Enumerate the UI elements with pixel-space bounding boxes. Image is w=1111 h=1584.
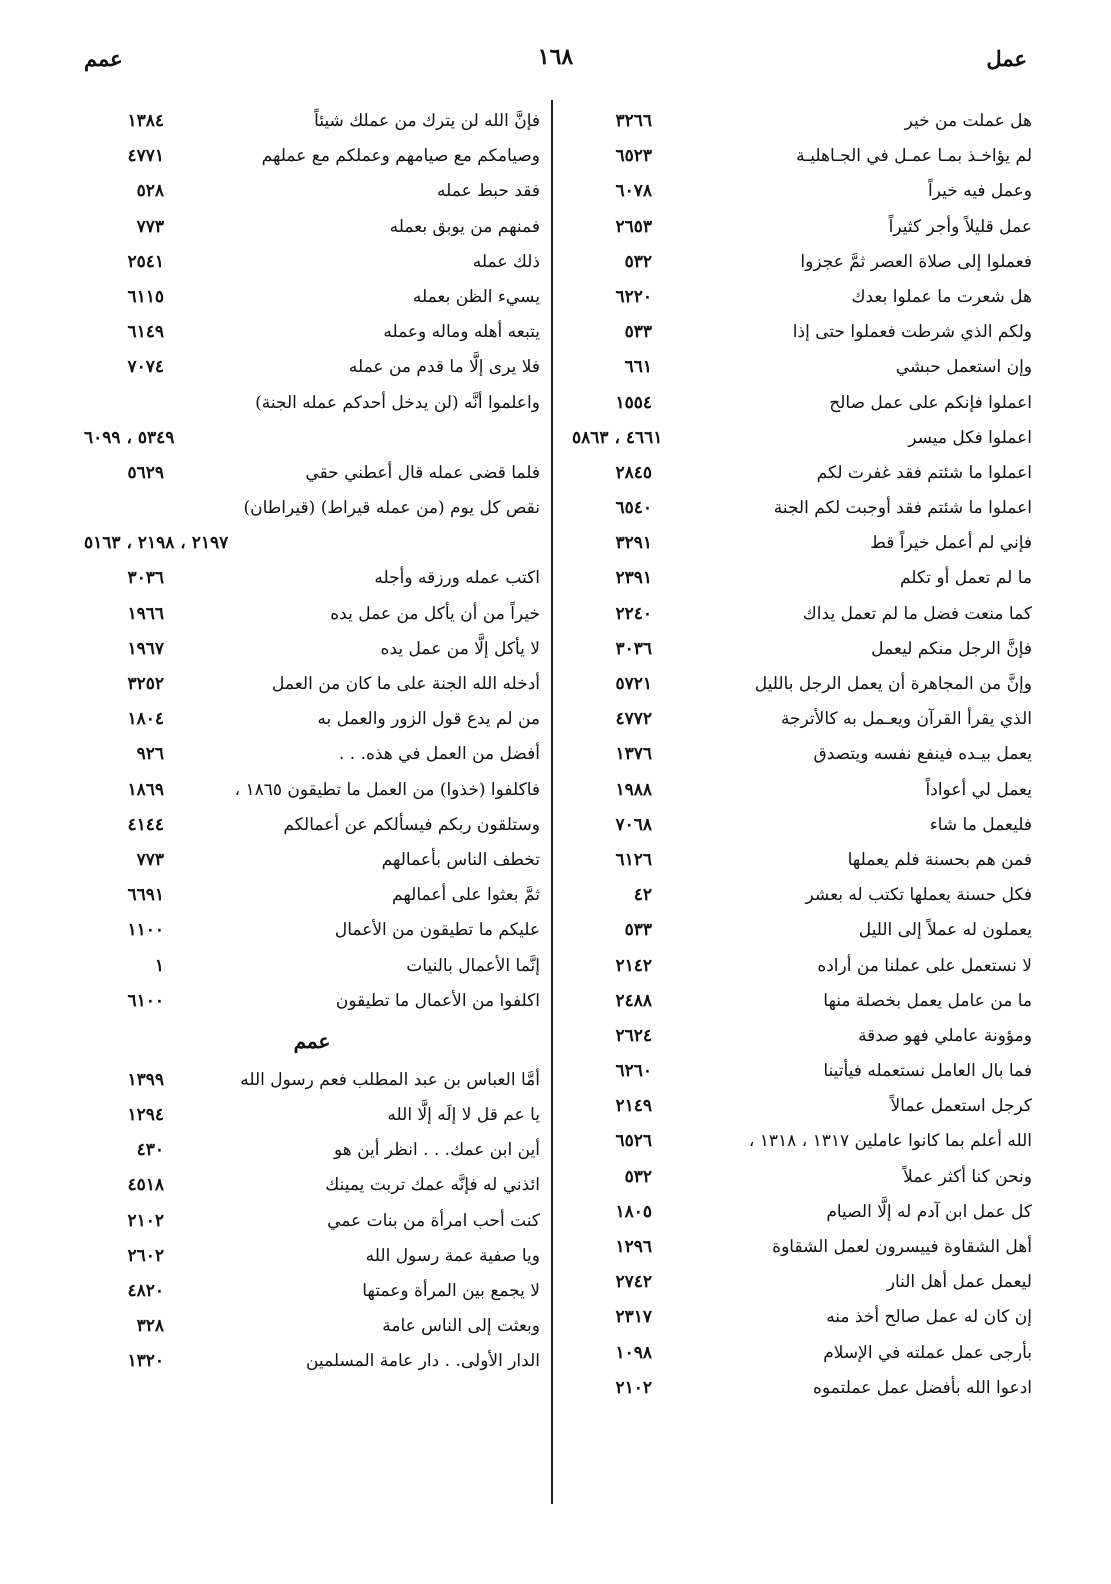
section-heading: عمم (293, 1028, 331, 1053)
index-entry (84, 1133, 540, 1168)
index-entry (84, 878, 540, 913)
entry-text: نقص كل يوم (من عمله قيراط) (قيراطان) (243, 498, 540, 519)
entry-text: ولكم الذي شرطت فعملوا حتى إذا (792, 322, 1032, 343)
entry-text: اعملوا ما شئتم فقد أوجبت لكم الجنة (773, 498, 1032, 519)
entry-text: فلا يرى إلَّا ما قدم من عمله (348, 357, 540, 378)
index-entry (572, 139, 1032, 174)
index-entry (572, 1300, 1032, 1335)
index-entry (572, 280, 1032, 315)
index-entry (84, 350, 540, 385)
entry-reference: ٢٦٠٢ (127, 1245, 164, 1266)
index-entry (572, 1230, 1032, 1265)
index-entry (84, 245, 540, 280)
entry-reference: ١٥٥٤ (615, 392, 652, 413)
entry-reference: ١٩٦٧ (127, 638, 164, 659)
entry-reference: ١ (154, 955, 164, 976)
entry-text: فليعمل ما شاء (929, 814, 1032, 835)
entry-reference: ٣٢٩١ (615, 533, 652, 554)
entry-reference: ٣٢٨ (136, 1316, 164, 1337)
index-entry (572, 667, 1032, 702)
entry-reference: ٢٢٤٠ (615, 603, 652, 624)
index-entry (84, 1063, 540, 1098)
index-entry (572, 104, 1032, 139)
entry-reference: ١٣٩٩ (127, 1069, 164, 1090)
index-entry (84, 210, 540, 245)
index-entry (84, 1098, 540, 1133)
entry-text: كنت أحب امرأة من بنات عمي (327, 1210, 540, 1231)
index-entry (572, 702, 1032, 737)
index-entry (572, 843, 1032, 878)
entry-text: لا يأكل إلَّا من عمل يده (380, 638, 540, 659)
entry-reference: ٦١٢٦ (615, 849, 652, 870)
entry-reference: ٧٧٣ (136, 849, 164, 870)
entry-reference: ١٨٠٤ (127, 709, 164, 730)
index-entry (572, 1089, 1032, 1124)
entry-reference: ٥٣٣ (624, 920, 652, 941)
entry-reference: ٩٢٦ (136, 744, 164, 765)
index-entry (572, 597, 1032, 632)
entry-reference: ٥٣٤٩ ، ٦٠٩٩ (84, 427, 175, 448)
index-entry (84, 632, 540, 667)
entry-text: أين ابن عمك. . . انظر أين هو (333, 1140, 540, 1161)
right-column (572, 104, 1032, 1406)
entry-text: فمن هم بحسنة فلم يعملها (847, 849, 1032, 870)
entry-reference: ٧٧٣ (136, 216, 164, 237)
index-entry (84, 1274, 540, 1309)
entry-text: ليعمل عمل أهل النار (886, 1272, 1032, 1293)
entry-reference: ١٩٦٦ (127, 603, 164, 624)
entry-text: أفضل من العمل في هذه. . . (338, 744, 540, 765)
entry-reference: ٢١٤٩ (615, 1096, 652, 1117)
index-entry (572, 1054, 1032, 1089)
index-entry (572, 1160, 1032, 1195)
index-entry (572, 949, 1032, 984)
index-entry (84, 456, 540, 491)
entry-reference: ٢٧٤٢ (615, 1272, 652, 1293)
entry-reference: ٤٧٧١ (127, 146, 164, 167)
header-next-root-word: عمم (84, 46, 123, 71)
entry-text: يعملون له عملاً إلى الليل (858, 920, 1032, 941)
index-entry (84, 561, 540, 596)
entry-reference: ٢١٤٢ (615, 955, 652, 976)
index-entry (572, 913, 1032, 948)
entry-text: ذلك عمله (472, 251, 540, 272)
index-entry (84, 597, 540, 632)
index-entry (84, 280, 540, 315)
index-entry (84, 667, 540, 702)
entry-reference: ٦١٠٠ (127, 990, 164, 1011)
entry-text: ائذني له فإنَّه عمك تربت يمينك (325, 1175, 540, 1196)
entry-text: أدخله الله الجنة على ما كان من العمل (272, 674, 540, 694)
entry-reference: ١٢٩٦ (615, 1237, 652, 1257)
index-entry (572, 386, 1032, 421)
entry-text: وإنَّ من المجاهرة أن يعمل الرجل بالليل (754, 674, 1032, 694)
entry-reference: ٢١٠٢ (127, 1210, 164, 1231)
entry-text: ومؤونة عاملي فهو صدقة (858, 1025, 1032, 1046)
entry-reference: ٤٧٧٢ (615, 709, 652, 730)
entry-text: وصيامكم مع صيامهم وعملكم مع عملهم (261, 146, 540, 167)
index-entry (84, 174, 540, 209)
entry-text: يسيء الظن بعمله (412, 286, 540, 307)
index-entry (84, 773, 540, 808)
entry-reference: ٦٦١ (624, 357, 652, 378)
entry-text: لم يؤاخـذ بمـا عمـل في الجـاهليـة (796, 146, 1032, 167)
entry-text: عليكم ما تطيقون من الأعمال (334, 920, 540, 941)
index-entry (572, 1371, 1032, 1406)
index-entry (84, 737, 540, 772)
entry-text: الذي يقرأ القرآن ويعـمل به كالأترجة (780, 709, 1032, 730)
index-entry (572, 1124, 1032, 1159)
index-entry (84, 421, 540, 456)
index-entry (84, 139, 540, 174)
index-entry (572, 737, 1032, 772)
entry-reference: ٦١١٥ (127, 286, 164, 307)
index-entry (84, 1204, 540, 1239)
entry-text: وبعثت إلى الناس عامة (382, 1316, 540, 1337)
index-entry (572, 808, 1032, 843)
entry-reference: ١٣٢٠ (127, 1351, 164, 1372)
entry-text: هل عملت من خير (904, 111, 1032, 131)
index-entry (84, 913, 540, 948)
entry-text: ادعوا الله بأفضل عمل عملتموه (813, 1377, 1032, 1398)
entry-text: فلما قضى عمله قال أعطني حقي (305, 462, 540, 483)
entry-reference: ٦٦٩١ (127, 885, 164, 906)
entry-reference: ١١٠٠ (127, 920, 164, 941)
entry-text: أهل الشقاوة فييسرون لعمل الشقاوة (772, 1237, 1032, 1257)
index-entry (572, 350, 1032, 385)
entry-reference: ١٣٧٦ (615, 744, 652, 765)
entry-reference: ٤٢ (633, 885, 652, 906)
column-divider (551, 100, 553, 1504)
entry-text: الله أعلم بما كانوا عاملين ١٣١٧ ، ١٣١٨ ، (748, 1131, 1032, 1152)
entry-reference: ٣٠٣٦ (615, 638, 652, 659)
entry-text: يعمل لي أعواداً (925, 779, 1032, 800)
entry-reference: ١٨٦٩ (127, 779, 164, 800)
index-entry (84, 104, 540, 139)
entry-reference: ٦٥٢٣ (615, 146, 652, 167)
entry-reference: ٥٣٢ (624, 251, 652, 272)
index-entry (572, 1336, 1032, 1371)
index-entry (572, 526, 1032, 561)
entry-text: كما منعت فضل ما لم تعمل يداك (802, 603, 1032, 624)
entry-text: لا نستعمل على عملنا من أراده (817, 955, 1032, 976)
index-entry (572, 210, 1032, 245)
entry-reference: ٥٦٢٩ (127, 462, 164, 483)
entry-text: عمل قليلاً وأجر كثيراً (888, 216, 1032, 237)
index-entry (84, 526, 540, 561)
index-entry (572, 878, 1032, 913)
index-entry (84, 1168, 540, 1203)
entry-reference: ٥٣٣ (624, 322, 652, 343)
index-entry (572, 1265, 1032, 1300)
index-entry (84, 702, 540, 737)
entry-text: أمَّا العباس بن عبد المطلب فعم رسول الله (240, 1069, 540, 1090)
entry-text: ما لم تعمل أو تكلم (899, 568, 1032, 589)
entry-reference: ٢٨٤٥ (615, 462, 652, 483)
entry-reference: ٤١٤٤ (127, 814, 164, 835)
entry-reference: ٢٦٥٣ (615, 216, 652, 237)
entry-reference: ٦١٤٩ (127, 322, 164, 343)
index-entry (572, 491, 1032, 526)
entry-text: يعمل بيـده فينفع نفسه ويتصدق (813, 744, 1032, 765)
entry-text: ما من عامل يعمل بخصلة منها (823, 990, 1032, 1011)
index-entry (84, 1344, 540, 1379)
entry-reference: ١٨٠٥ (615, 1201, 652, 1222)
entry-reference: ١٢٩٤ (127, 1105, 164, 1126)
entry-reference: ٢٦٢٤ (615, 1025, 652, 1046)
entry-text: إنَّما الأعمال بالنيات (406, 955, 540, 976)
entry-text: كل عمل ابن آدم له إلَّا الصيام (826, 1201, 1032, 1222)
entry-text: بأرجى عمل عملته في الإسلام (823, 1342, 1032, 1363)
index-entry (84, 386, 540, 421)
entry-text: اعملوا فإنكم على عمل صالح (829, 392, 1032, 413)
entry-text: فإنَّ الرجل منكم ليعمل (871, 638, 1032, 659)
entry-reference: ٤٦٦١ ، ٥٨٦٣ (572, 427, 663, 448)
entry-reference: ٣٢٦٦ (615, 111, 652, 131)
entry-text: فإني لم أعمل خيراً قط (870, 533, 1032, 554)
entry-reference: ٢١٩٧ ، ٢١٩٨ ، ٥١٦٣ (84, 533, 229, 554)
entry-reference: ٢٥٤١ (127, 251, 164, 272)
index-entry (572, 1195, 1032, 1230)
index-entry (572, 984, 1032, 1019)
index-entry (572, 174, 1032, 209)
entry-reference: ٢١٠٢ (615, 1377, 652, 1398)
entry-text: فكل حسنة يعملها تكتب له بعشر (805, 885, 1032, 906)
header-root-word: عمل (986, 46, 1027, 71)
entry-reference: ٦٠٧٨ (615, 181, 652, 202)
entry-reference: ٧٠٧٤ (127, 357, 164, 378)
index-entry (84, 315, 540, 350)
entry-text: فاكلفوا (خذوا) من العمل ما تطيقون ١٨٦٥ ، (234, 779, 540, 800)
entry-text: لا يجمع بين المرأة وعمتها (362, 1281, 540, 1301)
entry-reference: ٣٠٣٦ (127, 568, 164, 589)
index-entry (84, 1239, 540, 1274)
index-entry (572, 1019, 1032, 1054)
entry-reference: ٦٥٢٦ (615, 1131, 652, 1152)
entry-text: يتبعه أهله وماله وعمله (383, 322, 540, 343)
entry-reference: ٥٧٢١ (615, 674, 652, 694)
entry-text: فما بال العامل نستعمله فيأتينا (823, 1061, 1032, 1082)
index-entry (84, 808, 540, 843)
entry-reference: ٢٣٩١ (615, 568, 652, 589)
entry-text: ونحن كنا أكثر عملاً (903, 1166, 1032, 1187)
entry-text: فعملوا إلى صلاة العصر ثمَّ عجزوا (800, 251, 1032, 272)
index-entry (84, 843, 540, 878)
entry-text: واعلموا أنَّه (لن يدخل أحدكم عمله الجنة) (255, 392, 540, 413)
index-entry (84, 1309, 540, 1344)
entry-reference: ٧٠٦٨ (615, 814, 652, 835)
entry-text: من لم يدع قول الزور والعمل به (317, 709, 540, 730)
entry-text: الدار الأولى. . دار عامة المسلمين (305, 1351, 540, 1372)
entry-text: وستلقون ربكم فيسألكم عن أعمالكم (283, 814, 540, 835)
index-entry (572, 561, 1032, 596)
entry-text: وإن استعمل حبشي (895, 357, 1032, 378)
entry-text: اكتب عمله ورزقه وأجله (374, 568, 540, 589)
entry-reference: ٥٢٨ (136, 181, 164, 202)
index-entry (572, 245, 1032, 280)
entry-text: اعملوا ما شئتم فقد غفرت لكم (816, 462, 1032, 483)
index-entry (572, 315, 1032, 350)
entry-reference: ٤٥١٨ (127, 1175, 164, 1196)
entry-text: ويا صفية عمة رسول الله (365, 1245, 540, 1266)
entry-text: يا عم قل لا إلَه إلَّا الله (387, 1105, 540, 1126)
entry-reference: ٤٣٠ (136, 1140, 164, 1161)
entry-reference: ٦٢٢٠ (615, 286, 652, 307)
entry-text: فمنهم من يوبق بعمله (389, 216, 540, 237)
entry-reference: ٦٢٦٠ (615, 1061, 652, 1082)
index-entry (572, 632, 1032, 667)
entry-reference: ١٠٩٨ (615, 1342, 652, 1363)
entry-text: تخطف الناس بأعمالهم (381, 849, 540, 870)
index-entry (84, 491, 540, 526)
entry-text: وعمل فيه خيراً (928, 181, 1032, 202)
entry-text: إن كان له عمل صالح أخذ منه (826, 1307, 1032, 1328)
entry-reference: ٢٤٨٨ (615, 990, 652, 1011)
left-column (84, 104, 540, 1380)
entry-text: خيراً من أن يأكل من عمل يده (330, 603, 540, 624)
page-number: ١٦٨ (537, 44, 574, 70)
entry-text: اعملوا فكل ميسر (908, 427, 1032, 448)
entry-text: ثمَّ بعثوا على أعمالهم (392, 885, 540, 906)
index-entry (84, 984, 540, 1019)
entry-reference: ٥٣٢ (624, 1166, 652, 1187)
entry-reference: ٣٢٥٢ (127, 674, 164, 694)
index-entry (572, 773, 1032, 808)
entry-text: كرجل استعمل عمالاً (890, 1096, 1032, 1117)
entry-reference: ٢٣١٧ (615, 1307, 652, 1328)
entry-reference: ١٩٨٨ (615, 779, 652, 800)
entry-text: فقد حبط عمله (437, 181, 540, 202)
entry-reference: ١٣٨٤ (127, 111, 164, 131)
entry-text: اكلفوا من الأعمال ما تطيقون (335, 990, 540, 1011)
entry-reference: ٤٨٢٠ (127, 1281, 164, 1301)
index-entry (572, 421, 1032, 456)
index-entry (572, 456, 1032, 491)
entry-reference: ٦٥٤٠ (615, 498, 652, 519)
entry-text: هل شعرت ما عملوا بعدك (851, 286, 1032, 307)
index-entry (84, 949, 540, 984)
entry-text: فإنَّ الله لن يترك من عملك شيئاً (314, 111, 540, 131)
